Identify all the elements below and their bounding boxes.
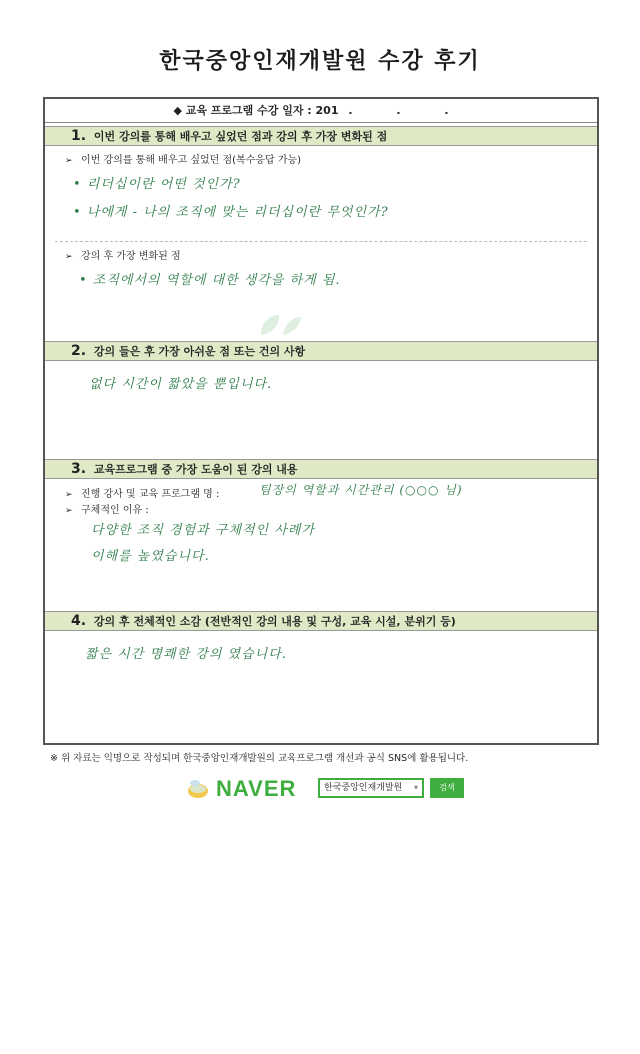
handwriting-answer: 이해를 높였습니다. bbox=[91, 549, 210, 564]
section-1-sub2-text: 강의 후 가장 변화된 점 bbox=[81, 251, 181, 262]
handwriting-answer: 팀장의 역할과 시간관리 (○○○ 님) bbox=[259, 483, 463, 497]
naver-bee-logo-icon bbox=[186, 776, 210, 800]
naver-search-button[interactable]: 검색 bbox=[430, 778, 464, 798]
arrow-icon: ➢ bbox=[65, 252, 73, 262]
section-3-heading: 교육프로그램 중 가장 도움이 된 강의 내용 bbox=[93, 463, 298, 476]
leaf-watermark-icon bbox=[255, 311, 305, 337]
section-1-header bbox=[45, 126, 597, 146]
naver-search-input[interactable] bbox=[318, 778, 424, 798]
section-4-number: 4. bbox=[71, 613, 87, 629]
section-1-sub1 bbox=[65, 151, 301, 166]
section-3-sub1 bbox=[65, 485, 219, 500]
naver-logo-text: NAVER bbox=[216, 776, 297, 801]
date-dots: . . . bbox=[348, 104, 469, 117]
arrow-icon: ➢ bbox=[65, 156, 73, 166]
dropdown-icon: ▾ bbox=[413, 783, 418, 792]
arrow-icon: ➢ bbox=[65, 506, 73, 516]
section-1-sub2 bbox=[65, 247, 181, 262]
divider bbox=[55, 241, 587, 242]
review-form bbox=[43, 97, 599, 745]
section-3-header bbox=[45, 459, 597, 479]
section-2-header bbox=[45, 341, 597, 361]
section-3-number: 3. bbox=[71, 461, 87, 477]
handwriting-answer: • 리더십이란 어떤 것인가? bbox=[73, 177, 241, 192]
handwriting-answer: 없다 시간이 짧았을 뿐입니다. bbox=[89, 377, 273, 392]
section-1-heading: 이번 강의를 통해 배우고 싶었던 점과 강의 후 가장 변화된 점 bbox=[93, 130, 388, 143]
section-3-sub2-text: 구체적인 이유 : bbox=[81, 505, 149, 516]
footnote: ※ 위 자료는 익명으로 작성되며 한국중앙인재개발원의 교육프로그램 개선과 공식 SNS에 활용됩니다. bbox=[50, 753, 469, 764]
section-2-number: 2. bbox=[71, 343, 87, 359]
section-4-heading: 강의 후 전체적인 소감 (전반적인 강의 내용 및 구성, 교육 시설, 분위기 등) bbox=[93, 615, 456, 628]
handwriting-answer: 다양한 조직 경험과 구체적인 사례가 bbox=[91, 523, 315, 538]
section-4-header bbox=[45, 611, 597, 631]
section-3-sub1-text: 진행 강사 및 교육 프로그램 명 : bbox=[81, 489, 220, 500]
naver-search-value: 한국중앙인재개발원 bbox=[324, 783, 403, 793]
arrow-icon: ➢ bbox=[65, 490, 73, 500]
date-label: ◆ 교육 프로그램 수강 일자 : 201 bbox=[173, 104, 339, 117]
handwriting-answer: • 조직에서의 역할에 대한 생각을 하게 됨. bbox=[79, 273, 341, 288]
section-1-sub1-text: 이번 강의를 통해 배우고 싶었던 점(복수응답 가능) bbox=[81, 155, 302, 166]
page-title: 한국중앙인재개발원 수강 후기 bbox=[159, 49, 481, 74]
section-2-heading: 강의 들은 후 가장 아쉬운 점 또는 건의 사항 bbox=[93, 345, 306, 358]
date-row bbox=[45, 99, 597, 123]
handwriting-answer: • 나에게 - 나의 조직에 맞는 리더십이란 무엇인가? bbox=[73, 205, 389, 220]
section-1-number: 1. bbox=[71, 128, 87, 144]
handwriting-answer: 짧은 시간 명쾌한 강의 였습니다. bbox=[85, 647, 287, 662]
section-3-sub2 bbox=[65, 501, 149, 516]
